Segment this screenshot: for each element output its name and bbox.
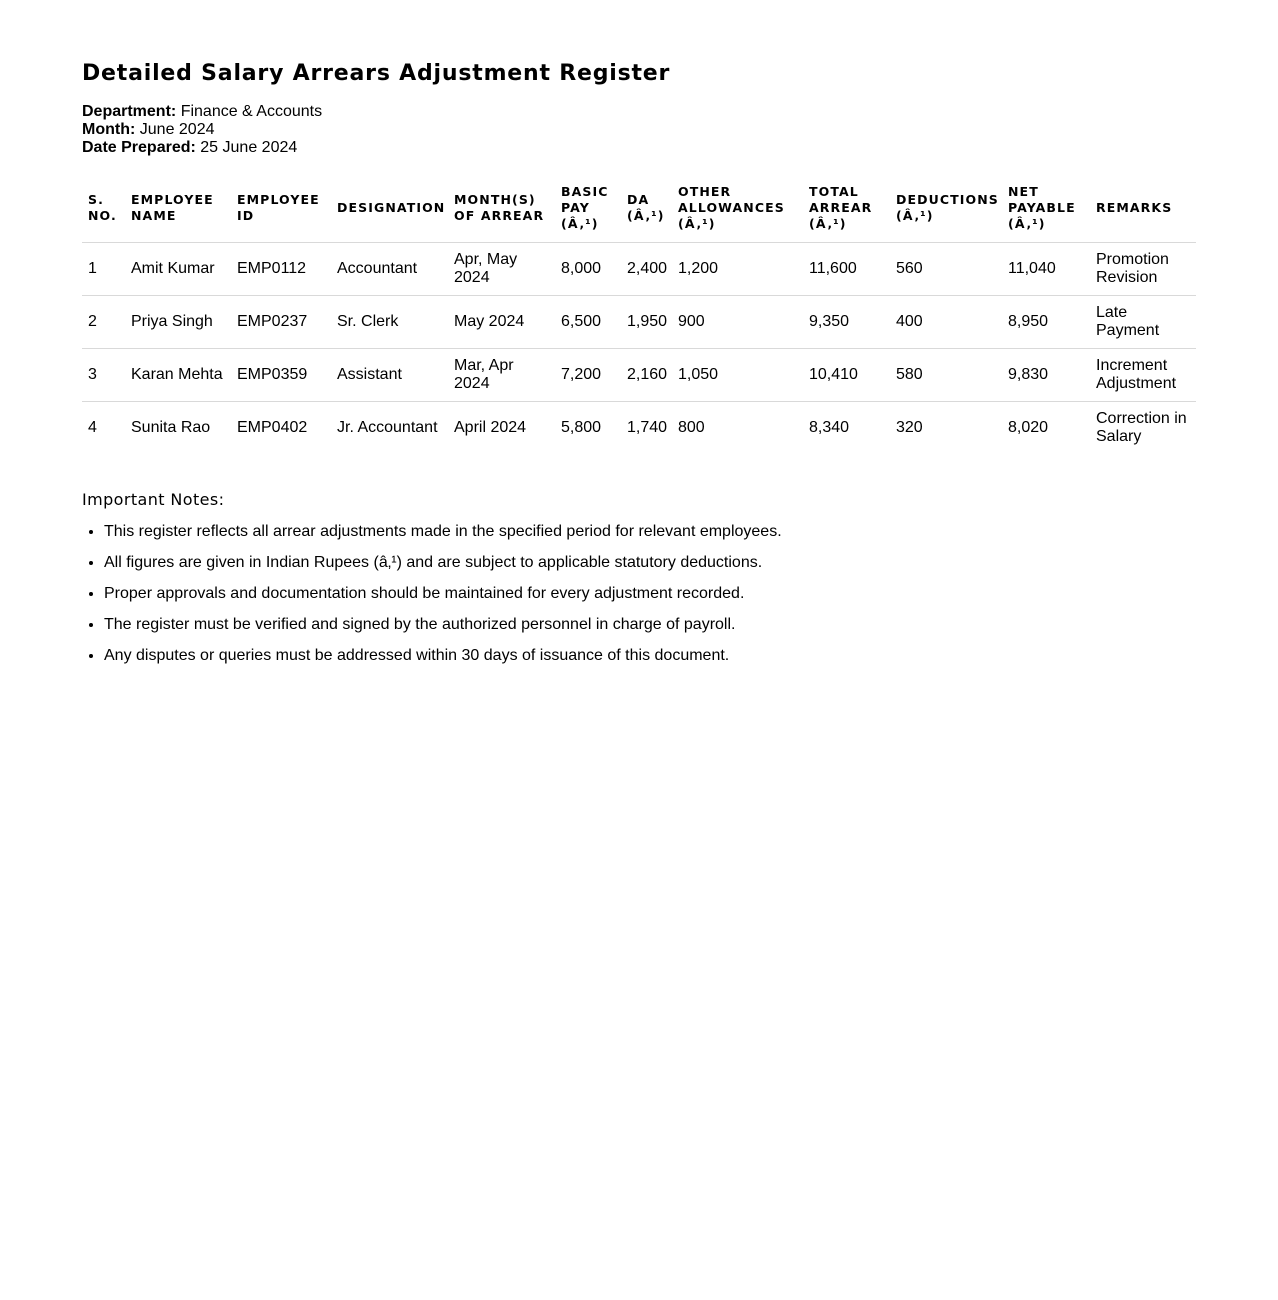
cell-total-arrear: 10,410 (803, 349, 890, 402)
cell-basic-pay: 6,500 (555, 296, 621, 349)
cell-da: 1,740 (627, 419, 668, 436)
cell-s-no: 2 (82, 296, 125, 349)
col-header-deductions: DEDUCTIONS (Â‚¹) (890, 182, 1002, 243)
arrears-table (82, 182, 1196, 454)
cell-other-allowances: 800 (678, 419, 705, 436)
cell-employee-id: EMP0112 (231, 243, 331, 296)
cell-net-payable: 9,830 (1002, 349, 1090, 402)
cell-total-arrear: 9,350 (803, 296, 890, 349)
cell-deductions: 580 (890, 349, 1002, 402)
cell-total-arrear: 8,340 (809, 419, 850, 436)
cell-remarks: Correction in Salary (1096, 410, 1187, 445)
cell-designation: Accountant (331, 243, 448, 296)
col-header-employee-id: EMPLOYEE ID (231, 182, 331, 243)
cell-net-payable: 11,040 (1002, 243, 1090, 296)
cell-s-no: 1 (82, 243, 125, 296)
date-prepared-label: Date Prepared: (82, 139, 196, 156)
cell-employee-name: Amit Kumar (125, 243, 231, 296)
cell-employee-id: EMP0359 (231, 349, 331, 402)
col-header-months-of-arrear: MONTH(S) OF ARREAR (448, 182, 555, 243)
table-row (82, 296, 1196, 349)
department-line (82, 103, 1196, 121)
cell-da: 1,950 (621, 296, 672, 349)
cell-net-payable: 8,020 (1008, 419, 1049, 436)
cell-months-of-arrear: May 2024 (448, 296, 555, 349)
month-label: Month: (82, 121, 136, 138)
cell-designation: Sr. Clerk (331, 296, 448, 349)
date-prepared-value: 25 June 2024 (200, 139, 298, 156)
cell-remarks: Increment Adjustment (1090, 349, 1196, 402)
month-value: June 2024 (139, 121, 215, 138)
col-header-net-payable: NET PAYABLE (Â‚¹) (1002, 182, 1090, 243)
cell-remarks: Late Payment (1090, 296, 1196, 349)
cell-employee-name: Sunita Rao (131, 419, 211, 436)
notes-heading: Important Notes: (82, 490, 225, 509)
cell-other-allowances: 900 (672, 296, 803, 349)
note-item: • The register must be verified and signed by the authorized personnel in charge of payroll. (104, 615, 1196, 634)
note-item: • Any disputes or queries must be addressed within 30 days of issuance of this document. (104, 646, 1196, 665)
cell-total-arrear: 11,600 (803, 243, 890, 296)
department-value: Finance & Accounts (180, 103, 323, 120)
table-row (82, 349, 1196, 402)
cell-deductions: 400 (890, 296, 1002, 349)
col-header-s-no: S. NO. (82, 182, 125, 243)
note-item: • This register reflects all arrear adjustments made in the specified period for relevant employees. (104, 522, 1196, 541)
cell-da: 2,160 (621, 349, 672, 402)
note-item: • Proper approvals and documentation should be maintained for every adjustment recorded. (104, 584, 1196, 603)
col-header-designation: DESIGNATION (331, 182, 448, 243)
col-header-total-arrear: TOTAL ARREAR (Â‚¹) (803, 182, 890, 243)
col-header-da: DA (Â‚¹) (621, 182, 672, 243)
cell-remarks: Promotion Revision (1090, 243, 1196, 296)
cell-s-no: 3 (82, 349, 125, 402)
table-row (82, 402, 1196, 455)
cell-other-allowances: 1,200 (672, 243, 803, 296)
cell-da: 2,400 (621, 243, 672, 296)
cell-basic-pay: 8,000 (555, 243, 621, 296)
table-header-row (82, 182, 1196, 243)
col-header-basic-pay: BASIC PAY (Â‚¹) (555, 182, 621, 243)
document-meta (82, 103, 1196, 157)
cell-net-payable: 8,950 (1002, 296, 1090, 349)
date-prepared-line (82, 139, 1196, 157)
note-item: • All figures are given in Indian Rupees (â‚¹) and are subject to applicable statutory deductions. (104, 553, 1196, 572)
cell-designation: Assistant (331, 349, 448, 402)
table-row (82, 243, 1196, 296)
cell-employee-id: EMP0402 (237, 419, 308, 436)
cell-designation: Jr. Accountant (337, 419, 438, 436)
cell-months-of-arrear: Apr, May 2024 (448, 243, 555, 296)
cell-employee-id: EMP0237 (231, 296, 331, 349)
col-header-employee-name: EMPLOYEE NAME (125, 182, 231, 243)
cell-deductions: 560 (890, 243, 1002, 296)
col-header-other-allowances: OTHER ALLOWANCES (Â‚¹) (672, 182, 803, 243)
department-label: Department: (82, 103, 177, 120)
cell-basic-pay: 7,200 (555, 349, 621, 402)
cell-deductions: 320 (896, 419, 923, 436)
month-line (82, 121, 1196, 139)
cell-basic-pay: 5,800 (561, 419, 602, 436)
cell-months-of-arrear: Mar, Apr 2024 (448, 349, 555, 402)
col-header-remarks: REMARKS (1090, 182, 1196, 243)
cell-months-of-arrear: April 2024 (454, 419, 527, 436)
cell-other-allowances: 1,050 (672, 349, 803, 402)
page-title: Detailed Salary Arrears Adjustment Register (82, 61, 671, 86)
cell-employee-name: Karan Mehta (125, 349, 231, 402)
cell-s-no: 4 (88, 419, 97, 436)
notes-list (82, 522, 1196, 665)
cell-employee-name: Priya Singh (125, 296, 231, 349)
